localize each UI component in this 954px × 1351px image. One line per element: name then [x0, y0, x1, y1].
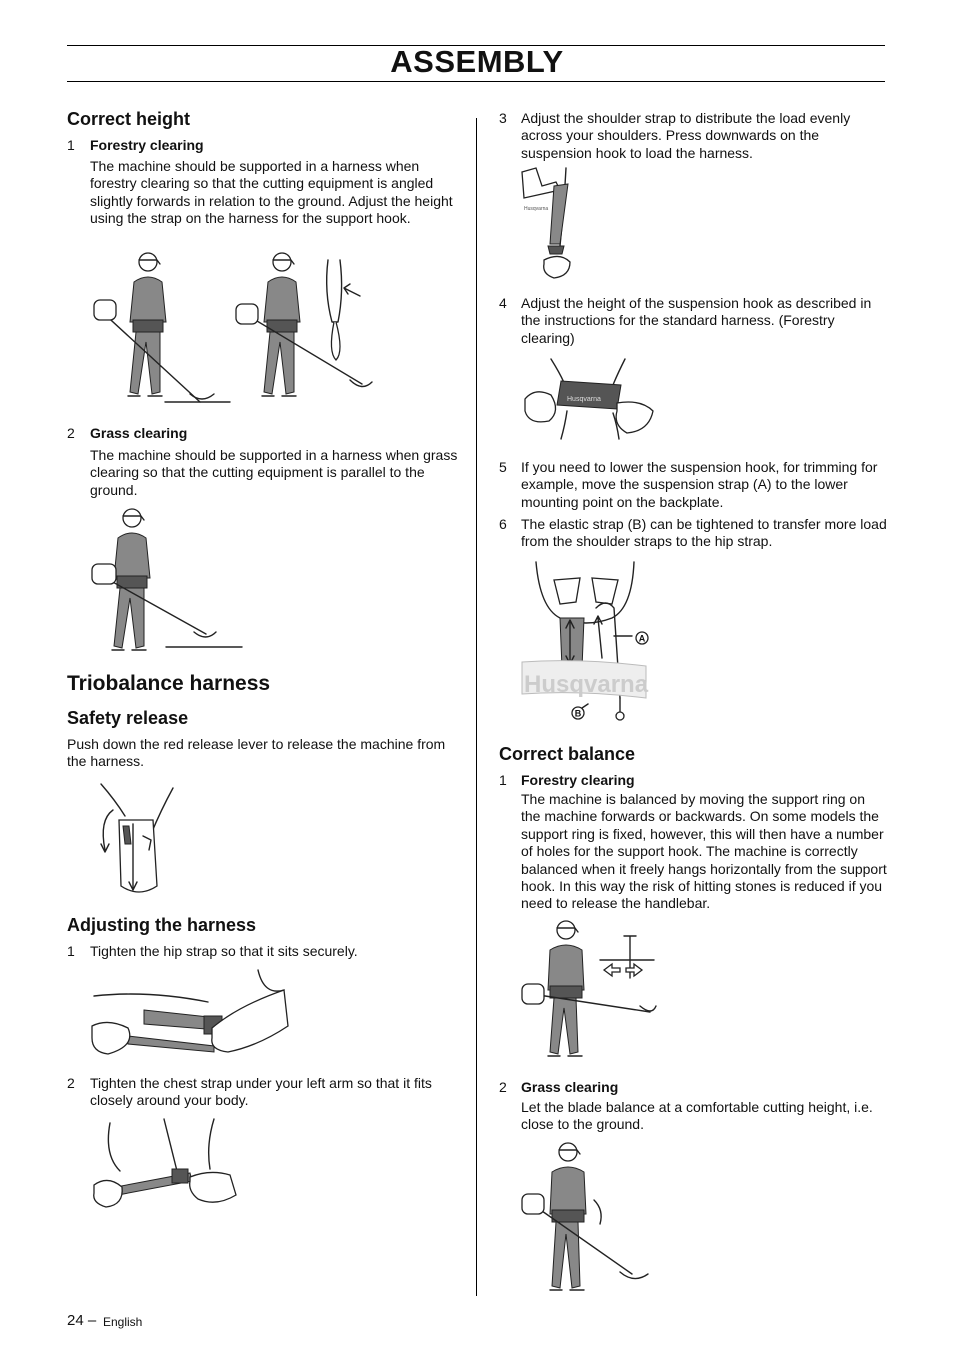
- safety-release-illustration: [95, 780, 195, 898]
- column-divider: [476, 118, 477, 1296]
- balance-forestry-text: The machine is balanced by moving the support ring on the machine forwards or backwards. On some models the support ring is fixed, however, this will then have a number of holes for the support hook. The machine is correctly balanced when it freely hangs horizontally from the support hook. In this way the risk of hitting stones is reduced if you need to release the handlebar.: [521, 791, 887, 912]
- triobalance-harness-heading: Triobalance harness: [67, 672, 271, 695]
- safety-release-text: Push down the red release lever to release the machine from the harness.: [67, 736, 446, 770]
- item-number: 4: [499, 295, 507, 311]
- operator-figure-2: [236, 253, 372, 396]
- forestry-clearing-text: The machine should be supported in a harness when forestry clearing so that the cutting equipment is angled slightly forwards in relation to the ground. Adjust the height using the strap on the harness for the support hook.: [90, 158, 453, 227]
- correct-height-heading: Correct height: [67, 109, 191, 129]
- safety-release-heading: Safety release: [67, 708, 189, 728]
- grass-clearing-text: The machine should be supported in a harness when grass clearing so that the cutting equipment is parallel to the ground.: [90, 447, 458, 498]
- balance-grass-illustration: [520, 1140, 652, 1298]
- hip-strap-text: Tighten the hip strap so that it sits securely.: [90, 943, 358, 959]
- balance-grass-text: Let the blade balance at a comfortable cutting height, i.e. close to the ground.: [521, 1099, 873, 1133]
- balance-grass-label: Grass clearing: [521, 1079, 619, 1095]
- page-title: ASSEMBLY: [390, 44, 564, 79]
- suspension-hook-text: Adjust the height of the suspension hook as described in the instructions for the standard harness. (Forestry clearing): [521, 295, 872, 346]
- backplate-illustration: [520, 558, 652, 728]
- svg-text:Husqvarna: Husqvarna: [524, 671, 649, 698]
- item-number: 6: [499, 516, 507, 532]
- forestry-clearing-illustration: [90, 252, 380, 412]
- label-b: B: [574, 708, 582, 719]
- shoulder-strap-illustration: [520, 166, 590, 280]
- correct-balance-heading: Correct balance: [499, 744, 636, 764]
- item-number: 1: [67, 943, 75, 959]
- item-number: 2: [67, 1075, 75, 1091]
- shoulder-strap-text: Adjust the shoulder strap to distribute the load evenly across your shoulders. Press downwards on the suspension hook to load the harness.: [521, 110, 851, 161]
- footer-language: English: [103, 1315, 143, 1329]
- balance-forestry-label: Forestry clearing: [521, 772, 635, 788]
- item-number: 1: [499, 772, 507, 788]
- item-number: 3: [499, 110, 507, 126]
- page-number: 24 –: [67, 1312, 97, 1329]
- suspension-hook-illustration: [521, 355, 657, 441]
- elastic-strap-text: The elastic strap (B) can be tightened to transfer more load from the shoulder straps to the hip strap.: [521, 516, 887, 550]
- chest-strap-illustration: [90, 1115, 240, 1209]
- operator-figure-1: [94, 253, 230, 402]
- grass-clearing-label: Grass clearing: [90, 425, 188, 441]
- balance-forestry-illustration: [520, 920, 660, 1062]
- header-bottom-rule: [67, 81, 885, 82]
- hip-strap-illustration: [88, 966, 292, 1060]
- lower-hook-text: If you need to lower the suspension hook, for trimming for example, move the suspension strap (A) to the lower mounting point on the backplate.: [521, 459, 878, 510]
- adjusting-harness-heading: Adjusting the harness: [67, 915, 257, 935]
- svg-text:Husqvarna: Husqvarna: [567, 396, 601, 403]
- item-number: 5: [499, 459, 507, 475]
- item-number: 1: [67, 137, 75, 153]
- forestry-clearing-label: Forestry clearing: [90, 137, 204, 153]
- svg-text:Husqvarna: Husqvarna: [524, 206, 549, 212]
- chest-strap-text: Tighten the chest strap under your left arm so that it fits closely around your body.: [90, 1075, 432, 1109]
- label-a: A: [638, 633, 646, 644]
- item-number: 2: [67, 425, 75, 441]
- item-number: 2: [499, 1079, 507, 1095]
- grass-clearing-illustration: [90, 506, 250, 658]
